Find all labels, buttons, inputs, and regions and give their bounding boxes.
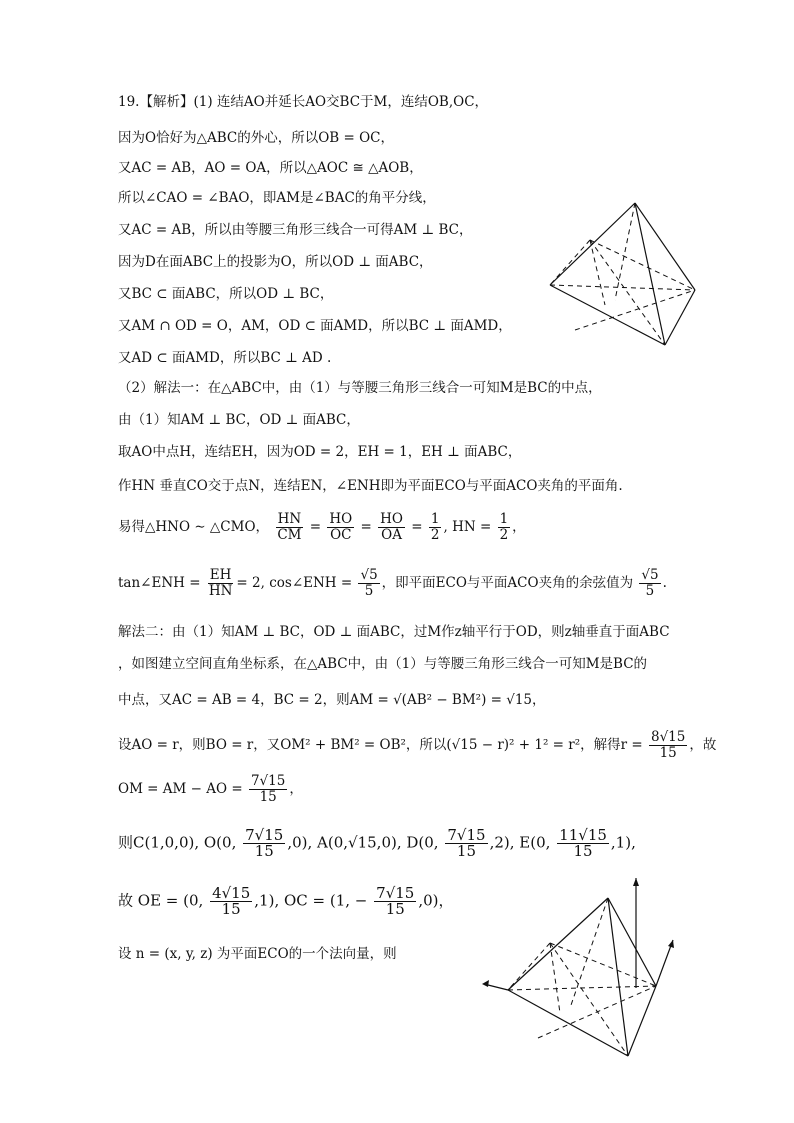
fraction-r-value: [649, 730, 687, 761]
solution-line-21: [118, 828, 636, 859]
fraction-oc-y: [374, 886, 416, 917]
tetrahedron-figure-1: [545, 195, 705, 355]
numerator: HN: [277, 511, 302, 527]
fraction-root5-over-5: [358, 568, 379, 599]
solution-line-23: 设 n = (x, y, z) 为平面ECO的一个法向量，则: [118, 946, 397, 962]
numerator: 4√15: [212, 884, 251, 902]
denominator: OA: [381, 527, 402, 543]
fraction-om-value: [249, 774, 287, 805]
numerator: HO: [329, 511, 353, 527]
denominator: HN: [208, 583, 233, 599]
numerator: 11√15: [559, 826, 607, 844]
denominator: 5: [645, 583, 655, 599]
numerator: HO: [380, 511, 403, 527]
denominator: 2: [430, 527, 440, 543]
fraction-hn-value: [498, 512, 511, 543]
tan-text: tan∠ENH =: [118, 575, 201, 591]
fraction-one-half: [429, 512, 442, 543]
cosine-result-text: ，即平面ECO与平面ACO夹角的余弦值为: [381, 575, 634, 591]
cos-text: = 2, cos∠ENH =: [236, 575, 353, 591]
therefore-text: ，故: [689, 737, 717, 753]
solution-line-3: 又AC = AB，AO = OA，所以△AOC ≅ △AOB，: [118, 160, 423, 176]
denominator: 15: [254, 842, 274, 860]
solution-line-20: [118, 774, 303, 805]
numerator: 7√15: [376, 884, 415, 902]
solution-line-12: 取AO中点H，连结EH，因为OD = 2，EH = 1，EH ⊥ 面ABC，: [118, 444, 522, 460]
solution-line-5: 又AC = AB，所以由等腰三角形三线合一可得AM ⊥ BC，: [118, 222, 473, 238]
coordinates-text-d: ,1),: [610, 833, 636, 852]
fraction-ho-oa: [378, 512, 405, 543]
solution-line-2: 因为O恰好为△ABC的外心，所以OB = OC，: [118, 130, 394, 146]
similar-triangles-text: 易得△HNO ∼ △CMO，: [118, 519, 270, 535]
solution-line-14: 易得△HNO ∼ △CMO， $\frac{HN}{CM}$ = $\frac{HO}{OC}$ = $\frac{HO}{OA}$ = $\frac{1}{2}$ , HN = $\frac{1}{2}$ ，: [118, 511, 526, 543]
solution-line-18: 中点，又AC = AB = 4，BC = 2，则AM = √(AB² − BM²) = √15，: [118, 692, 546, 708]
solution-line-1: 19.【解析】(1) 连结AO并延长AO交BC于M，连结OB,OC，: [118, 94, 489, 110]
denominator: OC: [330, 527, 352, 543]
numerator: EH: [209, 567, 232, 583]
fraction-d-y: [445, 828, 487, 859]
vectors-text-c: ,0)，: [418, 891, 454, 910]
coordinates-text-b: ,0), A(0,√15,0), D(0,: [287, 833, 439, 852]
denominator: 15: [221, 900, 241, 918]
numerator: √5: [641, 567, 659, 583]
numerator: 7√15: [250, 773, 286, 789]
numerator: √5: [360, 567, 378, 583]
numerator: 1: [430, 511, 440, 527]
denominator: 5: [364, 583, 374, 599]
fraction-e-y: [557, 828, 609, 859]
numerator: 1: [499, 511, 509, 527]
fraction-ho-oc: [327, 512, 354, 543]
solution-line-13: 作HN 垂直CO交于点N，连结EN，∠ENH即为平面ECO与平面ACO夹角的平面角.: [118, 478, 623, 494]
numerator: 7√15: [447, 826, 486, 844]
denominator: 15: [456, 842, 476, 860]
fraction-o-y: [243, 828, 285, 859]
solution-line-11: 由（1）知AM ⊥ BC，OD ⊥ 面ABC，: [118, 412, 360, 428]
coordinates-text-c: ,2), E(0,: [489, 833, 551, 852]
solution-line-7: 又BC ⊂ 面ABC，所以OD ⊥ BC，: [118, 286, 334, 302]
fraction-hn-cm: [275, 512, 303, 543]
denominator: 15: [659, 745, 677, 761]
denominator: CM: [277, 527, 302, 543]
denominator: 2: [499, 527, 509, 543]
solution-line-10: （2）解法一：在△ABC中，由（1）与等腰三角形三线合一可知M是BC的中点，: [118, 380, 602, 396]
comma: ，: [289, 781, 303, 797]
om-text: OM = AM − AO =: [118, 781, 243, 797]
solution-line-4: 所以∠CAO = ∠BAO，即AM是∠BAC的角平分线，: [118, 190, 436, 206]
solution-line-6: 因为D在面ABC上的投影为O，所以OD ⊥ 面ABC，: [118, 254, 433, 270]
solution-line-9: 又AD ⊂ 面AMD，所以BC ⊥ AD .: [118, 350, 332, 366]
fraction-eh-hn: [207, 568, 235, 599]
hn-equals-text: , HN =: [443, 519, 492, 535]
solution-line-17: ，如图建立空间直角坐标系，在△ABC中，由（1）与等腰三角形三线合一可知M是BC的: [118, 656, 648, 672]
radius-equation-text: 设AO = r，则BO = r，又OM² + BM² = OB²，所以(√15 − r)² + 1² = r²，解得r =: [118, 737, 643, 753]
numerator: 7√15: [245, 826, 284, 844]
solution-line-19: [118, 730, 716, 761]
denominator: 15: [385, 900, 405, 918]
denominator: 15: [573, 842, 593, 860]
coordinates-text-a: 则C(1,0,0), O(0,: [118, 833, 237, 852]
fraction-oe-y: [210, 886, 252, 917]
vectors-text-b: ,1), OC = (1, −: [254, 891, 368, 910]
solution-line-16: 解法二：由（1）知AM ⊥ BC，OD ⊥ 面ABC，过M作z轴平行于OD，则z轴垂直于面ABC: [118, 624, 670, 640]
solution-line-22: [118, 886, 454, 917]
solution-line-15: tan∠ENH = $\frac{EH}{HN}$ = 2, cos∠ENH = $\frac{√5}{5}$ ，即平面ECO与平面ACO夹角的余弦值为 $\frac{√5}{5}$ .: [118, 567, 667, 599]
vectors-text-a: 故 OE = (0,: [118, 891, 204, 910]
fraction-answer: [639, 568, 660, 599]
denominator: 15: [259, 789, 277, 805]
solution-line-8: 又AM ∩ OD = O，AM，OD ⊂ 面AMD，所以BC ⊥ 面AMD，: [118, 318, 512, 334]
numerator: 8√15: [650, 729, 686, 745]
tetrahedron-coordinate-figure: [478, 878, 693, 1063]
